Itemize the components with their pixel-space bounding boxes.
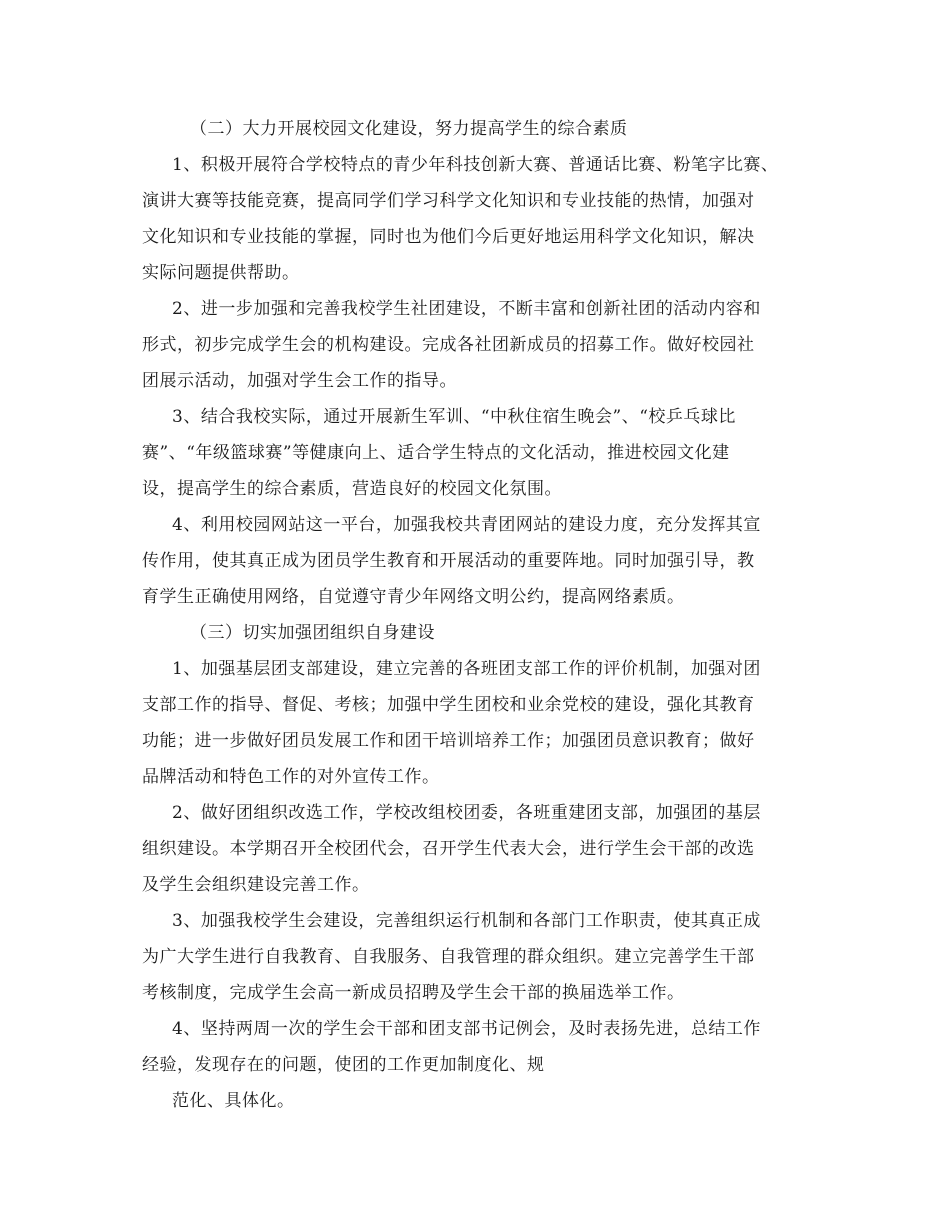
paragraph-line: 团展示活动，加强对学生会工作的指导。 <box>142 371 457 391</box>
paragraph-line: 4、坚持两周一次的学生会干部和团支部书记例会，及时表扬先进，总结工作 <box>172 1019 761 1039</box>
paragraph-line: 组织建设。本学期召开全校团代会，召开学生代表大会，进行学生会干部的改选 <box>142 839 755 859</box>
paragraph-line: 经验，发现存在的问题，使团的工作更加制度化、规 <box>142 1055 545 1075</box>
paragraph-line: 育学生正确使用网络，自觉遵守青少年网络文明公约，提高网络素质。 <box>142 587 685 607</box>
paragraph-line: 传作用，使其真正成为团员学生教育和开展活动的重要阵地。同时加强引导，教 <box>142 551 755 571</box>
paragraph-line: 支部工作的指导、督促、考核；加强中学生团校和业余党校的建设，强化其教育 <box>142 695 755 715</box>
paragraph-line: 4、利用校园网站这一平台，加强我校共青团网站的建设力度，充分发挥其宣 <box>172 515 761 535</box>
paragraph-line: 功能；进一步做好团员发展工作和团干培训培养工作；加强团员意识教育；做好 <box>142 731 755 751</box>
paragraph-line: 赛”、“年级篮球赛”等健康向上、适合学生特点的文化活动，推进校园文化建 <box>142 443 730 463</box>
paragraph-line: 1、积极开展符合学校特点的青少年科技创新大赛、普通话比赛、粉笔字比赛、 <box>172 155 779 175</box>
paragraph-line: 设，提高学生的综合素质，营造良好的校园文化氛围。 <box>142 479 562 499</box>
paragraph-line: 3、结合我校实际，通过开展新生军训、“中秋住宿生晚会”、“校乒乓球比 <box>172 407 736 427</box>
paragraph-line: 及学生会组织建设完善工作。 <box>142 875 370 895</box>
paragraph-line: 品牌活动和特色工作的对外宣传工作。 <box>142 767 440 787</box>
section-heading: （三）切实加强团组织自身建设 <box>190 623 435 643</box>
paragraph-line: 实际问题提供帮助。 <box>142 263 300 283</box>
paragraph-line: 演讲大赛等技能竞赛，提高同学们学习科学文化知识和专业技能的热情，加强对 <box>142 191 755 211</box>
section-heading: （二）大力开展校园文化建设，努力提高学生的综合素质 <box>190 119 628 139</box>
paragraph-line: 3、加强我校学生会建设，完善组织运行机制和各部门工作职责，使其真正成 <box>172 911 761 931</box>
paragraph-line: 范化、具体化。 <box>172 1091 295 1111</box>
paragraph-line: 形式，初步完成学生会的机构建设。完成各社团新成员的招募工作。做好校园社 <box>142 335 755 355</box>
paragraph-line: 考核制度，完成学生会高一新成员招聘及学生会干部的换届选举工作。 <box>142 983 685 1003</box>
paragraph-line: 文化知识和专业技能的掌握，同时也为他们今后更好地运用科学文化知识，解决 <box>142 227 755 247</box>
paragraph-line: 2、进一步加强和完善我校学生社团建设，不断丰富和创新社团的活动内容和 <box>172 299 761 319</box>
paragraph-line: 2、做好团组织改选工作，学校改组校团委，各班重建团支部，加强团的基层 <box>172 803 761 823</box>
paragraph-line: 1、加强基层团支部建设，建立完善的各班团支部工作的评价机制，加强对团 <box>172 659 761 679</box>
paragraph-line: 为广大学生进行自我教育、自我服务、自我管理的群众组织。建立完善学生干部 <box>142 947 755 967</box>
